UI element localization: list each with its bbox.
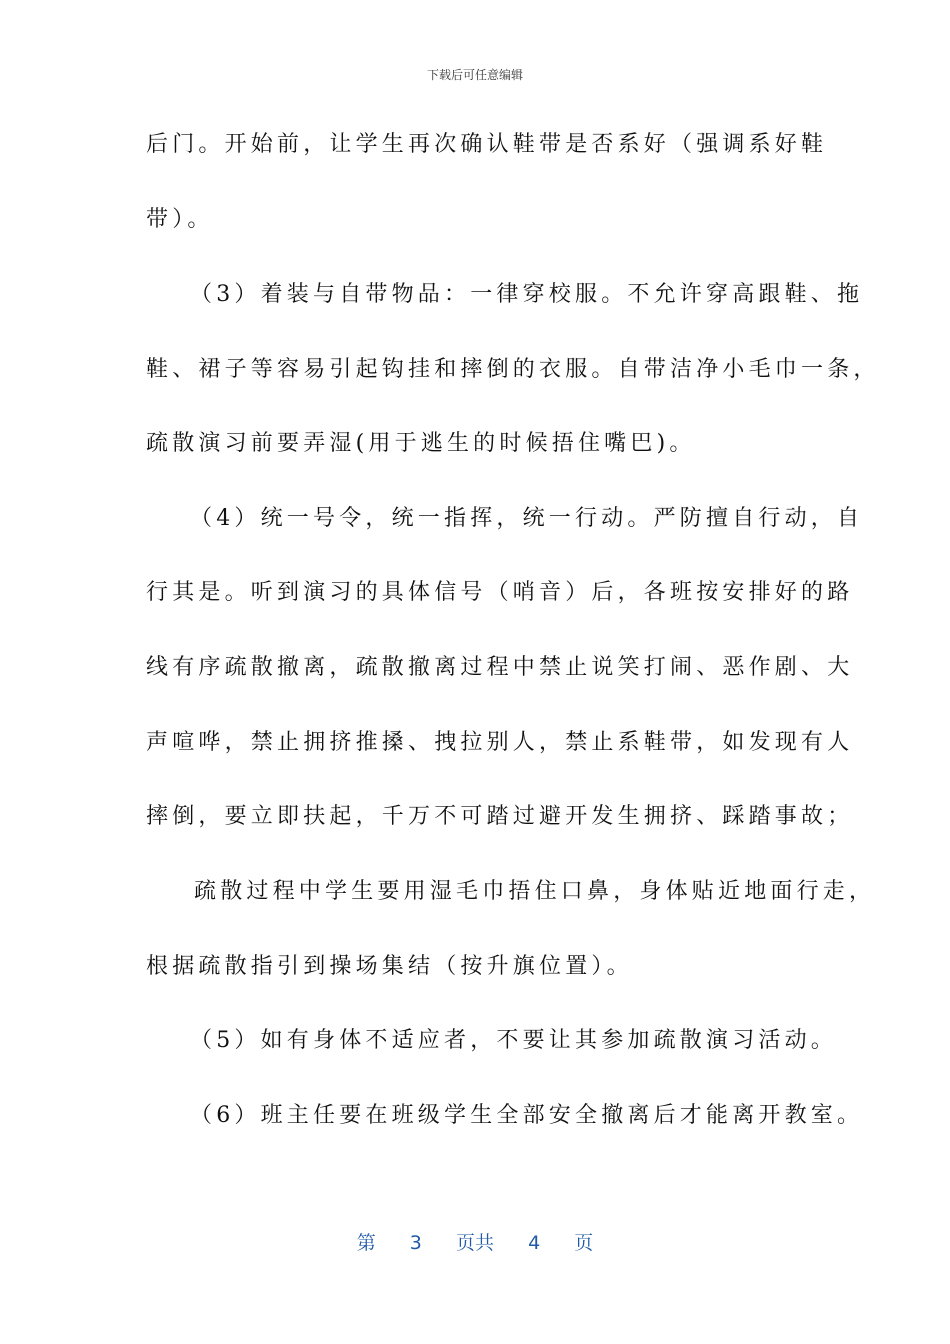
body-line: （3）着装与自带物品：一律穿校服。不允许穿高跟鞋、拖 [190, 282, 864, 307]
body-line: 带）。 [146, 207, 214, 232]
body-line: （4）统一号令，统一指挥，统一行动。严防擅自行动，自 [190, 506, 864, 531]
page-footer [0, 1228, 950, 1255]
body-line: （6）班主任要在班级学生全部安全撤离后才能离开教室。 [190, 1103, 864, 1128]
footer-prefix: 第 [356, 1232, 376, 1254]
body-line: 疏散过程中学生要用湿毛巾捂住口鼻，身体贴近地面行走， [194, 879, 876, 904]
body-line: 线有序疏散撤离，疏散撤离过程中禁止说笑打闹、恶作剧、大 [146, 655, 854, 680]
page-header: 下载后可任意编辑 [426, 68, 523, 82]
footer-total-pages: 4 [528, 1232, 541, 1254]
body-line: 根据疏散指引到操场集结（按升旗位置）。 [146, 954, 633, 979]
body-line: 疏散演习前要弄湿(用于逃生的时候捂住嘴巴)。 [146, 431, 696, 456]
body-line: 摔倒，要立即扶起，千万不可踏过避开发生拥挤、踩踏事故； [146, 804, 854, 829]
body-line: 鞋、裙子等容易引起钩挂和摔倒的衣服。自带洁净小毛巾一条， [146, 357, 880, 382]
body-line: （5）如有身体不适应者，不要让其参加疏散演习活动。 [190, 1028, 837, 1053]
body-line: 行其是。听到演习的具体信号（哨音）后，各班按安排好的路 [146, 580, 854, 605]
footer-middle: 页共 [455, 1232, 494, 1254]
footer-current-page: 3 [409, 1232, 422, 1254]
footer-suffix: 页 [574, 1232, 594, 1254]
body-line: 声喧哗，禁止拥挤推搡、拽拉别人，禁止系鞋带，如发现有人 [146, 730, 854, 755]
body-line: 后门。开始前，让学生再次确认鞋带是否系好（强调系好鞋 [146, 132, 828, 157]
